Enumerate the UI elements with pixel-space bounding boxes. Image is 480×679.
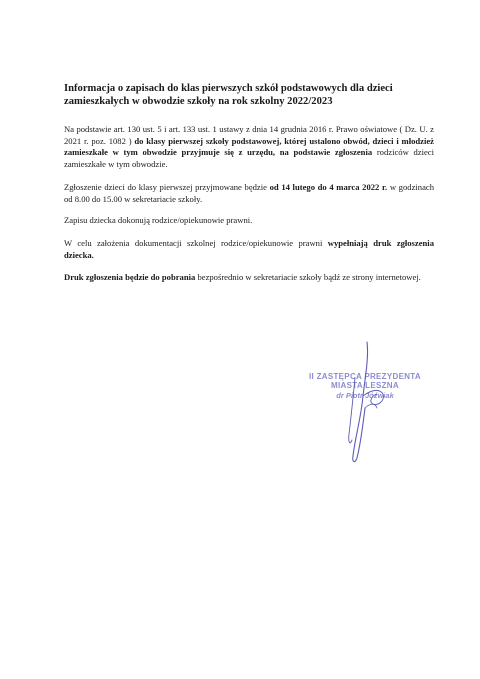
paragraph-documentation-bold: wypełniają druk zgłoszenia dziecka.	[64, 238, 434, 260]
paragraph-legal-basis-end: rodziców dzieci zamieszkałe w tym obwodzie.	[64, 147, 434, 169]
paragraph-documentation-text: W celu założenia dokumentacji szkolnej rodzice/opiekunowie prawni	[64, 238, 328, 248]
paragraph-dates-bold: od 14 lutego do 4 marca 2022 r.	[269, 182, 388, 192]
paragraph-legal-basis-text: Na podstawie art. 130 ust. 5 i art. 133 ust. 1 ustawy z dnia 14 grudnia 2016 r. Prawo oświatowe ( Dz. U. z 2021 r. poz. 1082 )	[64, 124, 434, 146]
paragraph-form-text: bezpośrednio w sekretariacie szkoły bądź ze strony internetowej.	[195, 272, 421, 282]
paragraph-parents: Zapisu dziecka dokonują rodzice/opiekunowie prawni.	[64, 215, 253, 225]
paragraph-dates-end: w godzinach od 8.00 do 15.00 w sekretariacie szkoły.	[64, 182, 434, 204]
stamp-line-name: dr Piotr Jóźwiak	[336, 391, 394, 400]
paragraph-form-bold: Druk zgłoszenia będzie do pobrania	[64, 272, 196, 282]
paragraph-form-download	[64, 272, 434, 284]
stamp-line-title: II ZASTĘPCA PREZYDENTA	[309, 372, 421, 381]
paragraph-registration-dates	[64, 182, 434, 205]
title-line-2: zamieszkałych w obwodzie szkoły na rok szkolny 2022/2023	[64, 96, 333, 107]
paragraph-documentation	[64, 238, 434, 261]
paragraph-legal-basis	[64, 124, 434, 170]
handwritten-signature-icon	[325, 338, 405, 468]
document-title	[64, 82, 420, 108]
stamp-line-city: MIASTA LESZNA	[331, 381, 399, 390]
paragraph-legal-basis-bold: do klasy pierwszej szkoły podstawowej, której ustalono obwód, dzieci i młodzież zamieszkałe w tym obwodzie przyjmuje się z urzędu, na podstawie zgłoszenia	[64, 135, 434, 158]
paragraph-dates-text: Zgłoszenie dzieci do klasy pierwszej przyjmowane będzie	[64, 182, 270, 192]
title-line-1: Informacja o zapisach do klas pierwszych szkół podstawowych dla dzieci	[64, 83, 393, 94]
